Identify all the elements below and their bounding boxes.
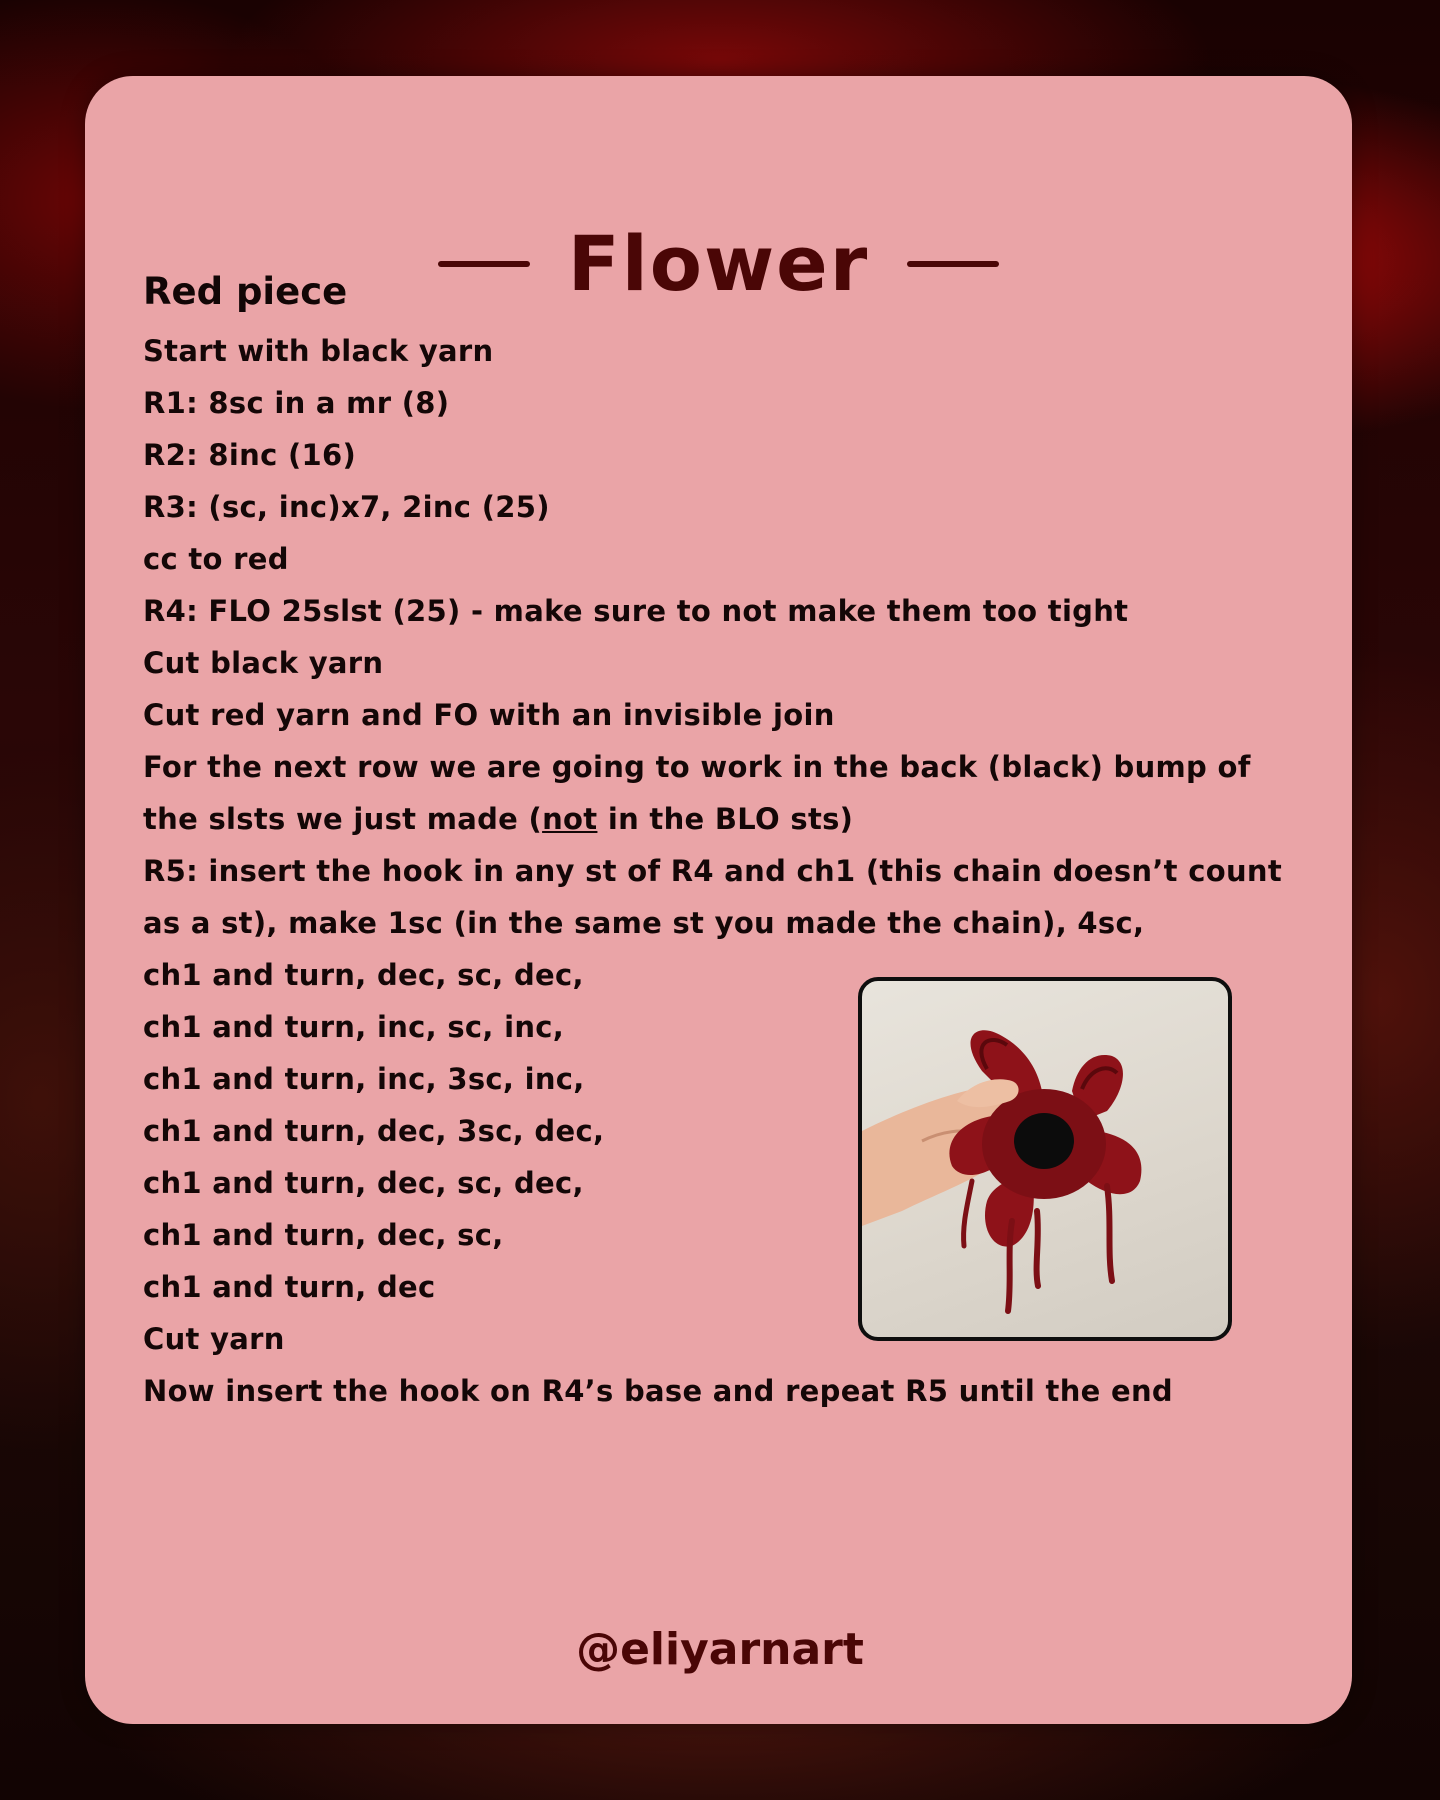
- yarn-tail: [964, 1181, 972, 1246]
- instruction-text: in the BLO sts): [597, 802, 854, 836]
- instruction-line: For the next row we are going to work in the back (black) bump of: [143, 750, 1251, 784]
- flower-center: [1014, 1113, 1074, 1169]
- page-title: Flower: [567, 219, 870, 308]
- instruction-line: Cut yarn: [143, 1322, 285, 1356]
- instruction-line: ch1 and turn, dec, sc,: [143, 1218, 504, 1252]
- instruction-line: Cut red yarn and FO with an invisible join: [143, 698, 835, 732]
- instruction-line: ch1 and turn, dec: [143, 1270, 436, 1304]
- crochet-flower-photo: [858, 977, 1232, 1341]
- instruction-line: R1: 8sc in a mr (8): [143, 386, 450, 420]
- instruction-line: R3: (sc, inc)x7, 2inc (25): [143, 490, 550, 524]
- instruction-line: R2: 8inc (16): [143, 438, 357, 472]
- underlined-text: not: [542, 802, 598, 836]
- instruction-line: ch1 and turn, inc, sc, inc,: [143, 1010, 565, 1044]
- instruction-line: Start with black yarn: [143, 334, 494, 368]
- instruction-line: ch1 and turn, dec, 3sc, dec,: [143, 1114, 605, 1148]
- section-heading: Red piece: [143, 270, 348, 313]
- instruction-line: Cut black yarn: [143, 646, 384, 680]
- author-handle: @eliyarnart: [576, 1624, 864, 1675]
- instruction-line: ch1 and turn, dec, sc, dec,: [143, 958, 584, 992]
- instruction-line: R5: insert the hook in any st of R4 and ch1 (this chain doesn’t count: [143, 854, 1283, 888]
- flower-illustration: [862, 981, 1228, 1337]
- instruction-line: R4: FLO 25slst (25) - make sure to not make them too tight: [143, 594, 1129, 628]
- yarn-tail: [1037, 1211, 1038, 1286]
- instruction-text: the slsts we just made (: [143, 802, 543, 836]
- instruction-line: [143, 793, 1303, 845]
- instruction-line: cc to red: [143, 542, 289, 576]
- yarn-tail: [1107, 1186, 1112, 1281]
- instruction-line: ch1 and turn, inc, 3sc, inc,: [143, 1062, 585, 1096]
- yarn-tail: [1008, 1221, 1012, 1311]
- instruction-line: Now insert the hook on R4’s base and repeat R5 until the end: [143, 1374, 1173, 1408]
- instruction-line: as a st), make 1sc (in the same st you made the chain), 4sc,: [143, 906, 1145, 940]
- instruction-line: ch1 and turn, dec, sc, dec,: [143, 1166, 584, 1200]
